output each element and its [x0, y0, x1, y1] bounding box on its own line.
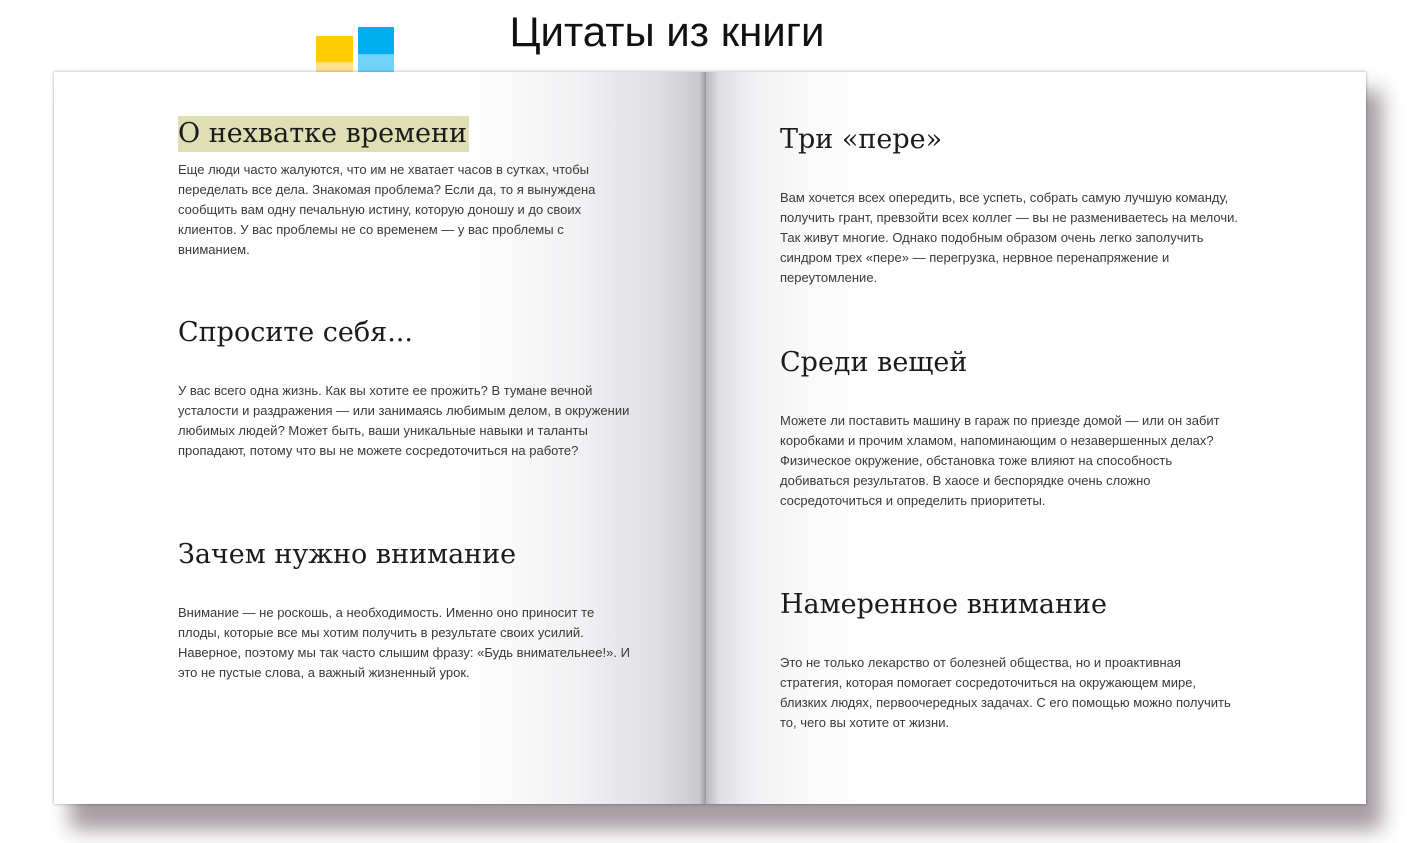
- quote-section: [178, 116, 638, 260]
- logo-blue-square: [358, 27, 394, 76]
- quote-text: Это не только лекарство от болезней общества, но и проактивная стратегия, которая помогает сосредоточиться на окружающем мире, близких людях, первоочередных задачах. С его помощью можно получить то, чего вы хотите от жизни.: [780, 655, 1231, 730]
- quote-text: Еще люди часто жалуются, что им не хватает часов в сутках, чтобы переделать все дела. Знакомая проблема? Если да, то я вынуждена сообщить вам одну печальную истину, которую доношу и до своих клиентов. У вас проблемы не со временем — у вас проблемы с вниманием.: [178, 162, 596, 257]
- quote-text: Внимание — не роскошь, а необходимость. Именно оно приносит те плоды, которые все мы хотим получить в результате своих усилий. Наверное, поэтому мы так часто слышим фразу: «Будь внимательнее!». И это не пустые слова, а важный жизненный урок.: [178, 605, 630, 680]
- book-right-page: [706, 72, 1366, 804]
- quote-heading: Среди вещей: [780, 345, 967, 381]
- quote-heading: Намеренное внимание: [780, 589, 1107, 620]
- logo-yellow-square: [316, 36, 353, 76]
- quote-section: [178, 315, 638, 461]
- quote-heading: Спросите себя...: [178, 317, 413, 348]
- quote-text: Вам хочется всех опередить, все успеть, собрать самую лучшую команду, получить грант, превзойти всех коллег — вы не размениваетесь на мелочи. Так живут многие. Однако подобным образом очень легко заполучить синдром трех «пере» — перегрузка, нервное перенапряжение и переутомление.: [780, 190, 1238, 285]
- quote-heading: Зачем нужно внимание: [178, 539, 517, 570]
- quote-section: [780, 122, 1240, 288]
- quote-heading: О нехватке времени: [178, 116, 469, 152]
- open-book: [54, 72, 1366, 804]
- quote-section: [780, 587, 1240, 733]
- quote-text: Можете ли поставить машину в гараж по приезде домой — или он забит коробками и прочим хламом, напоминающим о незавершенных делах? Физическое окружение, обстановка тоже влияют на способность добиваться результатов. В хаосе и беспорядке очень сложно сосредоточиться и определить приоритеты.: [780, 413, 1220, 508]
- quote-heading: Три «пере»: [780, 124, 943, 155]
- book-left-page: [54, 72, 706, 804]
- quote-section: [780, 345, 1240, 511]
- page-title: Цитаты из книги: [509, 8, 825, 55]
- quote-section: [178, 537, 638, 683]
- quote-text: У вас всего одна жизнь. Как вы хотите ее прожить? В тумане вечной усталости и раздражения — или занимаясь любимым делом, в окружении любимых людей? Может быть, ваши уникальные навыки и таланты пропадают, потому что вы не можете сосредоточиться на работе?: [178, 383, 630, 458]
